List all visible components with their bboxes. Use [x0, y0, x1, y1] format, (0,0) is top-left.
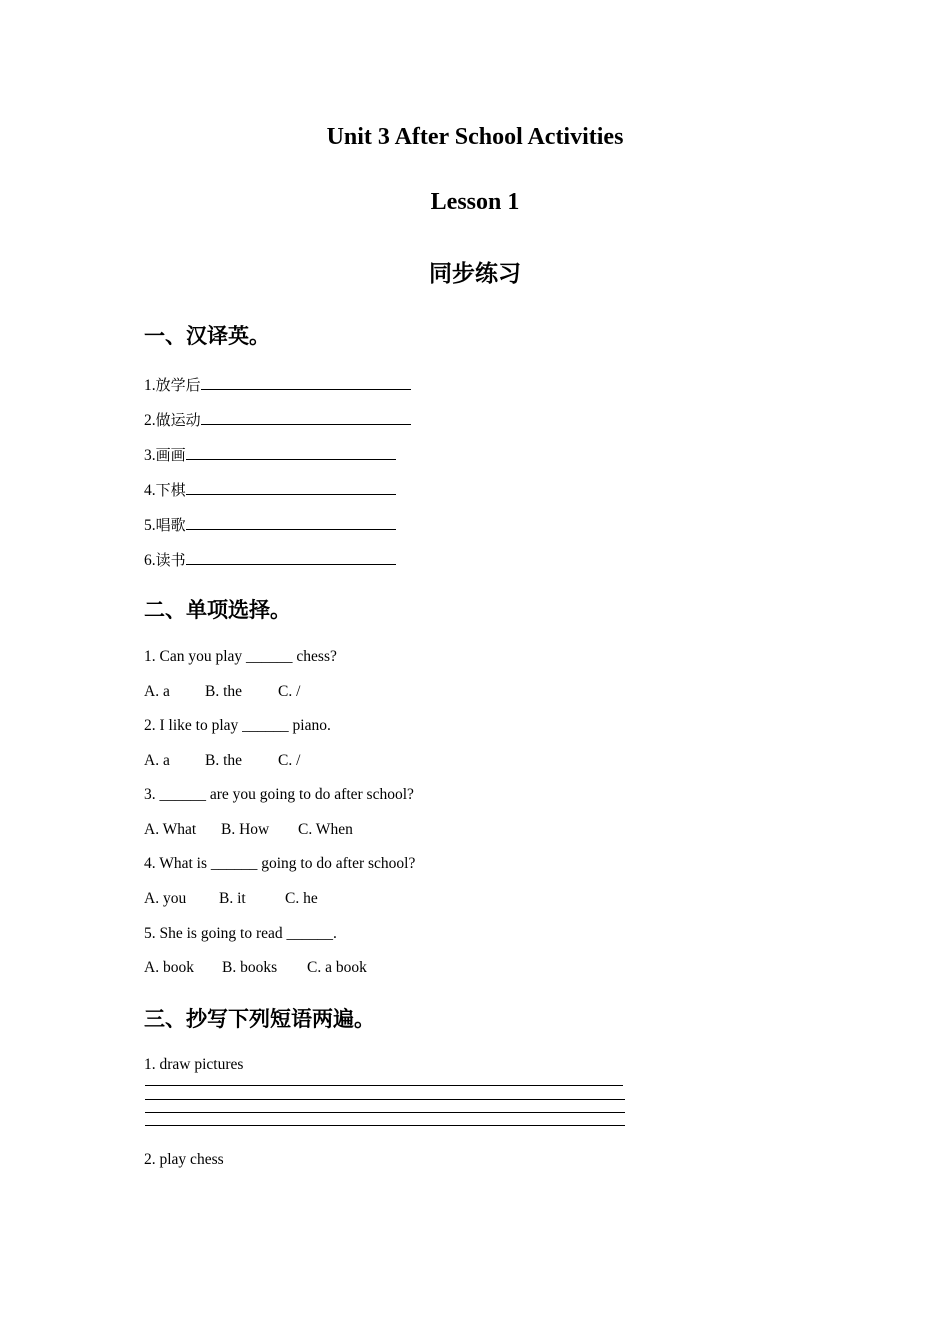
page-title: Unit 3 After School Activities: [326, 124, 624, 150]
options-1: [144, 683, 300, 701]
translate-item-6: [144, 549, 396, 570]
option-c[interactable]: C. he: [285, 890, 318, 907]
answer-blank[interactable]: [186, 515, 396, 530]
section2-heading: 二、单项选择。: [144, 598, 291, 622]
translate-item-3: [144, 444, 396, 465]
copy-item-1: 1. draw pictures: [144, 1056, 244, 1073]
option-b[interactable]: B. it: [219, 890, 246, 907]
translate-item-5: [144, 514, 396, 535]
option-c[interactable]: C. /: [278, 683, 301, 700]
option-a[interactable]: A. a: [144, 752, 170, 769]
options-2: [144, 752, 300, 770]
item-number: 6.: [144, 552, 156, 569]
option-b[interactable]: B. How: [221, 821, 270, 838]
subtitle: 同步练习: [429, 261, 521, 287]
options-5: [144, 959, 367, 977]
translate-item-2: [144, 409, 411, 430]
option-a[interactable]: A. you: [144, 890, 187, 907]
item-text: 放学后: [155, 376, 201, 394]
question-4: 4. What is ______ going to do after school?: [144, 855, 416, 872]
option-a[interactable]: A. book: [144, 959, 194, 976]
section3-heading: 三、抄写下列短语两遍。: [144, 1007, 375, 1031]
option-b[interactable]: B. books: [222, 959, 278, 976]
question-5: 5. She is going to read ______.: [144, 925, 337, 942]
writing-line[interactable]: [145, 1112, 625, 1113]
option-a[interactable]: A. What: [144, 821, 197, 838]
item-number: 1.: [144, 377, 156, 394]
question-2: 2. I like to play ______ piano.: [144, 717, 331, 734]
option-b[interactable]: B. the: [205, 683, 243, 700]
copy-item-2: 2. play chess: [144, 1151, 224, 1168]
section1-heading: 一、汉译英。: [144, 324, 270, 348]
option-b[interactable]: B. the: [205, 752, 243, 769]
question-1: 1. Can you play ______ chess?: [144, 648, 337, 665]
item-number: 2.: [144, 412, 156, 429]
question-3: 3. ______ are you going to do after school?: [144, 786, 414, 803]
item-number: 5.: [144, 517, 156, 534]
options-4: [144, 890, 318, 908]
item-text: 画画: [155, 446, 186, 464]
option-a[interactable]: A. a: [144, 683, 170, 700]
answer-blank[interactable]: [186, 550, 396, 565]
item-text: 读书: [155, 551, 186, 569]
translate-item-1: [144, 374, 411, 395]
writing-line[interactable]: [145, 1085, 623, 1086]
translate-item-4: [144, 479, 396, 500]
option-c[interactable]: C. a book: [307, 959, 367, 976]
item-text: 唱歌: [155, 516, 186, 534]
answer-blank[interactable]: [201, 410, 411, 425]
writing-line[interactable]: [145, 1099, 625, 1100]
answer-blank[interactable]: [186, 445, 396, 460]
item-text: 做运动: [155, 411, 201, 429]
item-number: 4.: [144, 482, 156, 499]
option-c[interactable]: C. When: [298, 821, 353, 838]
item-number: 3.: [144, 447, 156, 464]
writing-line[interactable]: [145, 1125, 625, 1126]
options-3: [144, 821, 353, 839]
answer-blank[interactable]: [201, 375, 411, 390]
option-c[interactable]: C. /: [278, 752, 301, 769]
answer-blank[interactable]: [186, 480, 396, 495]
item-text: 下棋: [155, 481, 186, 499]
lesson-title: Lesson 1: [430, 189, 520, 215]
